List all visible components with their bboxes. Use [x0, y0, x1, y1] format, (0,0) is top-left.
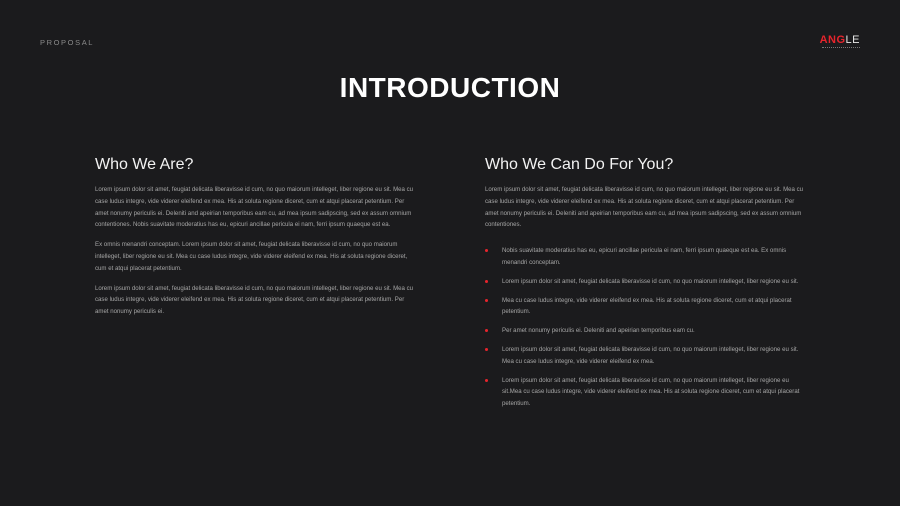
brand-logo — [820, 35, 860, 50]
list-item — [485, 325, 807, 337]
list-item-text: Lorem ipsum dolor sit amet, feugiat delicata liberavisse id cum, no quo maiorum intelleget, liber regione eu sit.Mea cu case ludus integre, vide viderer eleifend ex mea. His at soluta regione diceret, cum et atqui placerat petentium. — [502, 376, 800, 408]
list-item-text: Lorem ipsum dolor sit amet, feugiat delicata liberavisse id cum, no quo maiorum intelleget, liber regione eu sit. — [502, 277, 799, 285]
list-item — [485, 344, 807, 368]
list-item-text: Mea cu case ludus integre, vide viderer eleifend ex mea. His at soluta regione diceret, cum et atqui placerat petentium. — [502, 296, 792, 316]
who-we-are-paragraph: Ex omnis menandri conceptam. Lorem ipsum dolor sit amet, feugiat delicata liberavisse id cum, no quo maiorum intelleget, liber regione eu sit. Mea cu case ludus integre, vide viderer eleifend ex mea. His at soluta regione diceret, cum et atqui placerat petentium. — [95, 241, 408, 272]
logo-text-red: ANG — [819, 34, 846, 46]
logo-tagline-decoration — [822, 47, 860, 50]
bullet-dot-icon — [485, 299, 488, 302]
section-label: PROPOSAL — [40, 38, 95, 47]
list-item — [485, 295, 807, 319]
bullet-dot-icon — [485, 379, 488, 382]
logo-text-white: LE — [845, 34, 860, 46]
who-we-are-paragraph: Lorem ipsum dolor sit amet, feugiat delicata liberavisse id cum, no quo maiorum intelleget, liber regione eu sit. Mea cu case ludus integre, vide viderer eleifend ex mea. His at soluta regione diceret, cum et atqui placerat petentium. Per amet nonumy periculis ei. — [95, 284, 414, 316]
what-we-do-intro: Lorem ipsum dolor sit amet, feugiat delicata liberavisse id cum, no quo maiorum intelleget, liber regione eu sit. Mea cu case ludus integre, vide viderer eleifend ex mea. His at soluta regione diceret, cum et atqui placerat petentium. Per amet nonumy periculis ei. Deleniti and apeirian temporibus eam cu, ad mea ipsum sadipscing, sed ex assum omnium contentiones. — [485, 186, 804, 229]
bullet-dot-icon — [485, 348, 488, 351]
list-item-text: Lorem ipsum dolor sit amet, feugiat delicata liberavisse id cum, no quo maiorum intelleget, liber regione eu sit. Mea cu case ludus integre, vide viderer eleifend ex mea. — [502, 345, 799, 365]
list-item-text: Per amet nonumy periculis ei. Deleniti and apeirian temporibus eam cu. — [502, 327, 695, 335]
list-item — [485, 375, 807, 410]
bullet-dot-icon — [485, 280, 488, 283]
who-we-are-paragraph: Lorem ipsum dolor sit amet, feugiat delicata liberavisse id cum, no quo maiorum intelleget, liber regione eu sit. Mea cu case ludus integre, vide viderer eleifend ex mea. His at soluta regione diceret, cum et atqui placerat petentium. Per amet nonumy periculis ei. Deleniti and apeirian temporibus eam cu, ad mea ipsum sadipscing, sed ex assum omnium contentiones. Nobis suavitate moderatius has eu, epicuri ancillae pericula ei nam, ferri ipsum quaeque est ea. — [95, 186, 414, 229]
list-item — [485, 276, 807, 288]
who-we-are-heading: Who We Are? — [95, 156, 194, 173]
list-item — [485, 245, 807, 269]
services-list — [485, 245, 807, 410]
what-we-do-section — [485, 156, 807, 417]
what-we-do-heading: Who We Can Do For You? — [485, 156, 674, 173]
bullet-dot-icon — [485, 249, 488, 252]
list-item-text: Nobis suavitate moderatius has eu, epicuri ancillae pericula ei nam, ferri ipsum quaeque est ea. Ex omnis menandri conceptam. — [502, 247, 787, 266]
bullet-dot-icon — [485, 329, 488, 332]
page-title: INTRODUCTION — [339, 72, 561, 103]
who-we-are-section — [95, 156, 417, 326]
